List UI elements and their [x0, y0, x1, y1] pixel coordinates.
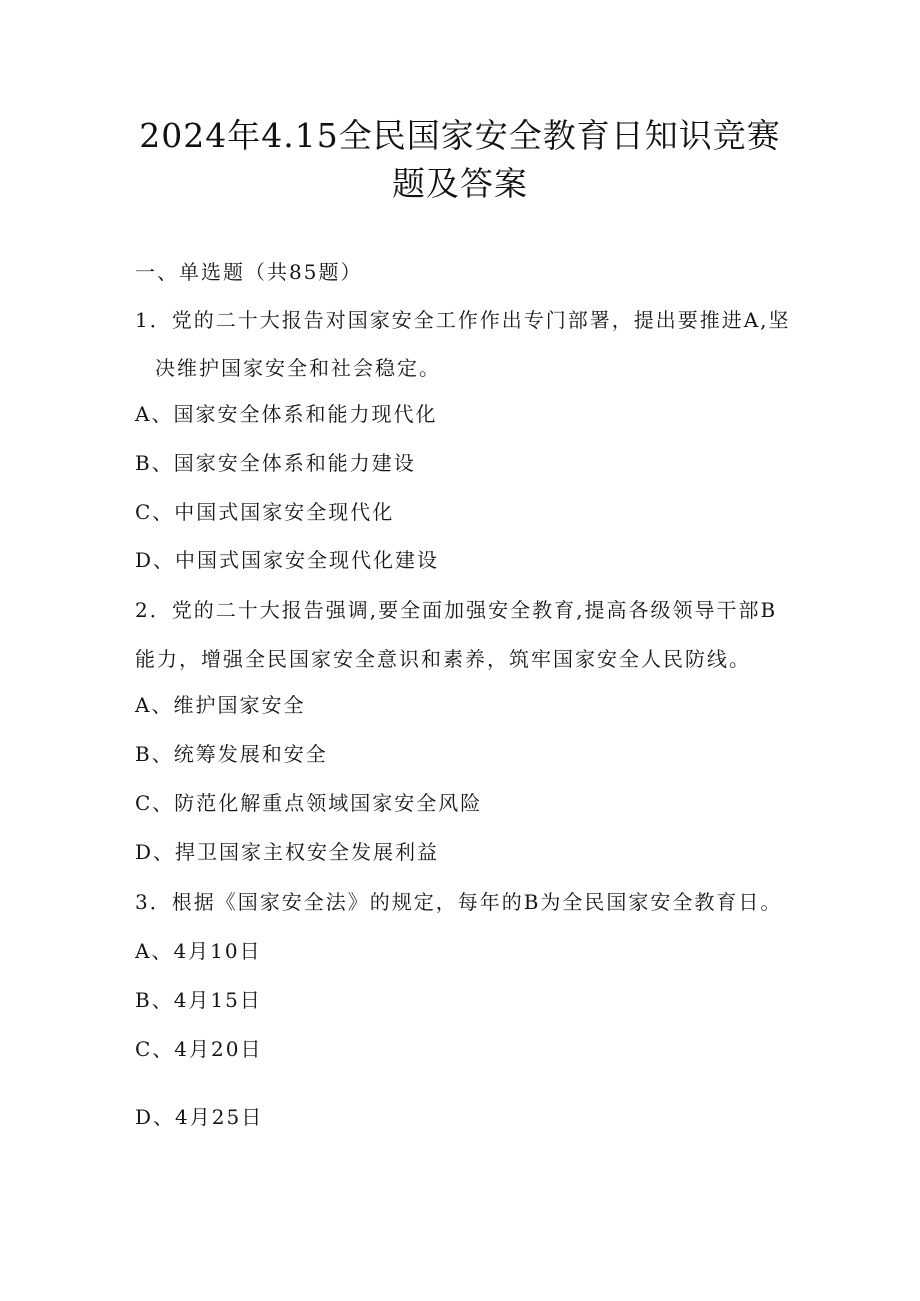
question-2-option-b: B、统筹发展和安全: [135, 742, 328, 766]
question-2-stem-line-2: 能力，增强全民国家安全意识和素养，筑牢国家安全人民防线。: [135, 647, 751, 671]
question-3-option-b: B、4月15日: [135, 988, 262, 1012]
question-1-option-a: A、国家安全体系和能力现代化: [135, 402, 438, 426]
question-2-stem-line-1: 2．党的二十大报告强调,要全面加强安全教育,提高各级领导干部B: [135, 598, 778, 622]
question-1-option-d: D、中国式国家安全现代化建设: [135, 548, 440, 572]
question-1-stem-line-2: 决维护国家安全和社会稳定。: [155, 356, 441, 380]
question-3-option-d: D、4月25日: [135, 1105, 264, 1129]
question-1-option-b: B、国家安全体系和能力建设: [135, 451, 416, 475]
question-2-option-c: C、防范化解重点领域国家安全风险: [135, 791, 483, 815]
question-2-option-d: D、捍卫国家主权安全发展利益: [135, 840, 440, 864]
question-2-option-a: A、维护国家安全: [135, 693, 306, 717]
document-title-line-1: 2024年4.15全民国家安全教育日知识竞赛: [139, 116, 781, 155]
section-heading: 一、单选题（共85题）: [135, 260, 363, 284]
question-3-option-a: A、4月10日: [135, 939, 262, 963]
document-title-line-2: 题及答案: [392, 164, 528, 203]
question-1-option-c: C、中国式国家安全现代化: [135, 500, 395, 524]
question-3-option-c: C、4月20日: [135, 1037, 263, 1061]
question-3-stem: 3．根据《国家安全法》的规定，每年的B为全民国家安全教育日。: [135, 890, 783, 914]
question-1-stem-line-1: 1．党的二十大报告对国家安全工作作出专门部署，提出要推进A,坚: [135, 308, 791, 332]
